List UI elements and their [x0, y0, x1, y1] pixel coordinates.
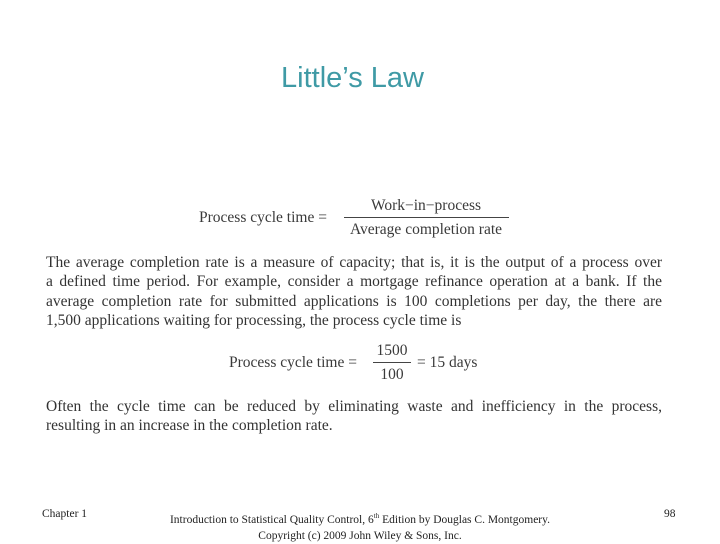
fraction-bar	[373, 362, 411, 363]
paragraph-line: 1,500 applications waiting for processing, the process cycle time is	[46, 311, 462, 329]
paragraph-line: The average completion rate is a measure of capacity; that is, it is the output of a process over	[46, 254, 662, 271]
slide-title: Little’s Law	[281, 62, 424, 94]
paragraph-line: Often the cycle time can be reduced by eliminating waste and inefficiency in the process,	[46, 398, 662, 415]
formula-denominator: Average completion rate	[349, 221, 503, 238]
paragraph-line: resulting in an increase in the completion rate.	[46, 417, 333, 435]
formula-numerator: Work−in−process	[370, 197, 482, 214]
explanation-paragraph	[46, 253, 662, 330]
citation-line-1: Introduction to Statistical Quality Control, 6th Edition by Douglas C. Montgomery.	[169, 512, 551, 526]
fraction-bar	[344, 217, 509, 218]
paragraph-line: a defined time period. For example, consider a mortgage refinance operation at a bank. If the	[46, 273, 662, 291]
footer-chapter: Chapter 1	[42, 508, 88, 520]
formula-numerator: 1500	[376, 342, 408, 359]
formula-denominator: 100	[380, 366, 404, 383]
paragraph-line: average completion rate for submitted applications is 100 completions per day, the there are	[46, 292, 662, 310]
formula-lhs: Process cycle time =	[229, 354, 357, 371]
formula-result: = 15 days	[417, 354, 478, 371]
footer-citation	[140, 508, 580, 544]
page-number: 98	[664, 508, 676, 520]
formula-lhs: Process cycle time =	[199, 209, 327, 226]
citation-line-2: Copyright (c) 2009 John Wiley & Sons, Inc.	[258, 529, 462, 542]
conclusion-paragraph	[46, 397, 662, 436]
